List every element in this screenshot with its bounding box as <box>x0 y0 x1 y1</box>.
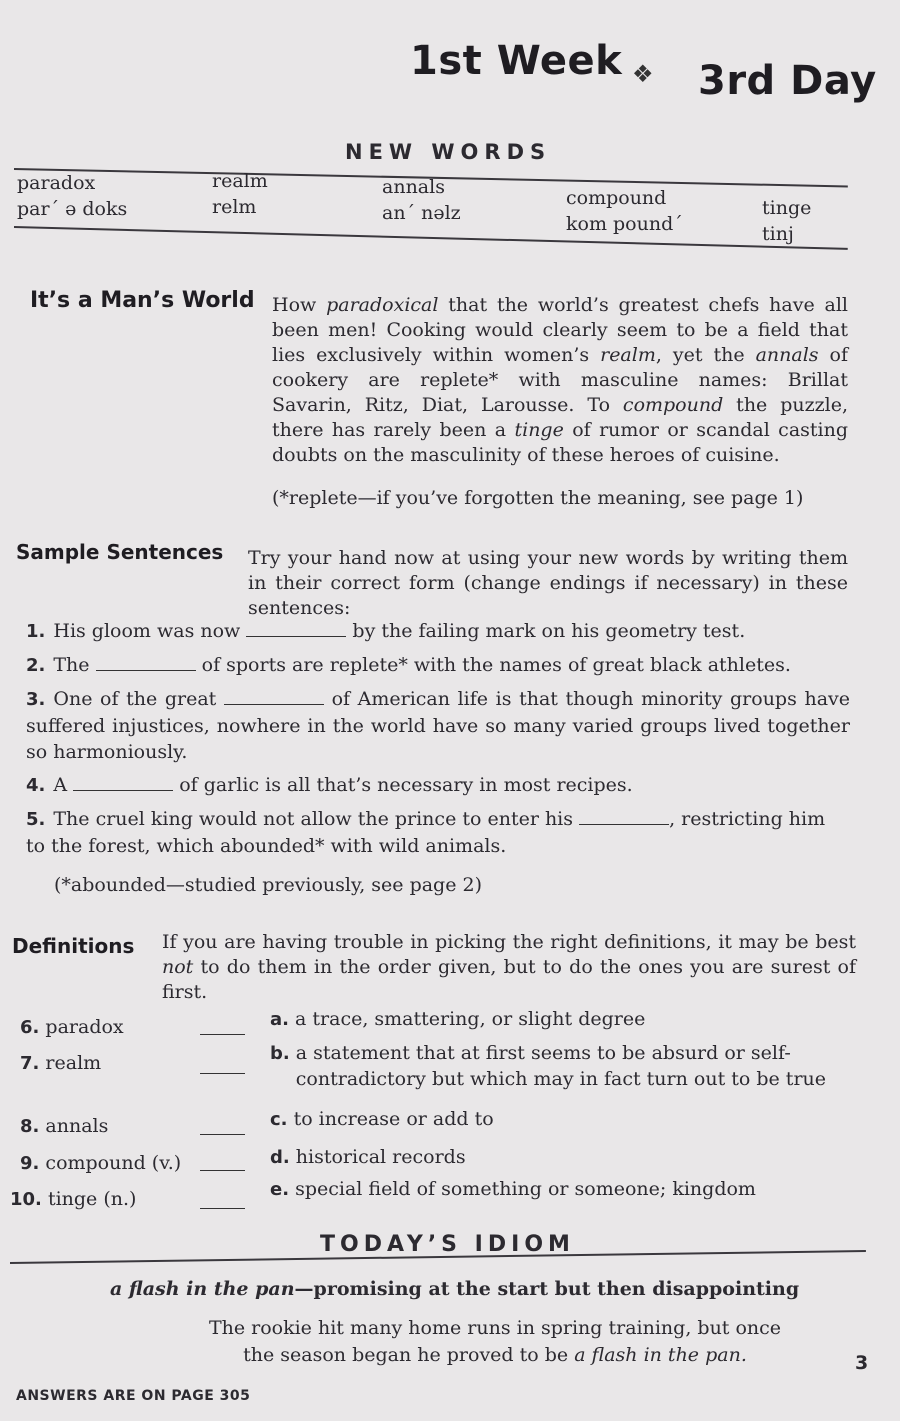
new-words-title: NEW WORDS <box>345 140 552 164</box>
term-10: 10. tinge (n.) <box>10 1188 137 1210</box>
answer-blank[interactable] <box>73 776 173 791</box>
new-word-annals: annals an´ nəlz <box>382 176 461 224</box>
definition-e: e. special field of something or someone; kingdom <box>270 1178 756 1200</box>
day-heading: 3rd Day <box>698 58 877 104</box>
sentence-1: 1. His gloom was now by the failing mark on his geometry test. <box>26 620 746 642</box>
diamond-separator-icon: ❖ <box>632 60 654 88</box>
story-footnote: (*replete—if you’ve forgotten the meaning, see page 1) <box>272 487 804 509</box>
definition-d: d. historical records <box>270 1146 466 1168</box>
definition-a: a. a trace, smattering, or slight degree <box>270 1008 646 1030</box>
sample-sentences-heading: Sample Sentences <box>16 540 224 564</box>
definition-c: c. to increase or add to <box>270 1108 494 1130</box>
term-8: 8. annals <box>20 1115 109 1137</box>
sentence-5: 5. The cruel king would not allow the prince to enter his , restricting him to the forest, which abounded* with wild animals. <box>26 808 826 857</box>
definitions-intro: If you are having trouble in picking the right definitions, it may be best not to do them in the order given, but to do the ones you are surest of first. <box>162 931 856 1003</box>
page-number: 3 <box>855 1352 869 1374</box>
story-paragraph: How paradoxical that the world’s greatest chefs have all been men! Cooking would clearly seem to be a field that lies exclusively within women’s realm, yet the annals of cookery are replete* with masculine names: Brillat Savarin, Ritz, Diat, Larousse. To compound the puzzle, there has rarely been a tinge of rumor or scandal casting doubts on the masculinity of these heroes of cuisine. <box>272 294 849 466</box>
definition-answer-blank[interactable] <box>200 1156 245 1171</box>
new-word-compound: compound kom pound´ <box>566 187 683 235</box>
answer-blank[interactable] <box>246 622 346 637</box>
answers-footer: ANSWERS ARE ON PAGE 305 <box>16 1388 251 1404</box>
story-heading: It’s a Man’s World <box>30 288 255 313</box>
answer-blank[interactable] <box>96 656 196 671</box>
definition-answer-blank[interactable] <box>200 1194 245 1209</box>
definition-b: b. a statement that at first seems to be absurd or self-contradictory but which may in fact turn out to be true <box>270 1042 827 1090</box>
new-word-paradox: paradox par´ ə doks <box>17 172 128 220</box>
idiom-sentence: The rookie hit many home runs in spring training, but once the season began he proved to be a flash in the pan. <box>208 1317 782 1366</box>
sentence-4: 4. A of garlic is all that’s necessary in most recipes. <box>26 774 633 796</box>
new-words-bottom-rule <box>14 226 848 250</box>
definition-answer-blank[interactable] <box>200 1120 245 1135</box>
answer-blank[interactable] <box>224 690 324 705</box>
new-word-realm: realm relm <box>212 170 268 218</box>
term-6: 6. paradox <box>20 1016 124 1038</box>
sentence-2: 2. The of sports are replete* with the names of great black athletes. <box>26 654 791 676</box>
term-7: 7. realm <box>20 1052 102 1074</box>
term-9: 9. compound (v.) <box>20 1152 182 1174</box>
definition-answer-blank[interactable] <box>200 1059 245 1074</box>
definitions-heading: Definitions <box>12 934 135 958</box>
sample-intro: Try your hand now at using your new words by writing them in their correct form (change endings if necessary) in these sentences: <box>248 547 848 619</box>
idiom-title: TODAY’S IDIOM <box>320 1232 575 1257</box>
sentence-3: 3. One of the great of American life is that though minority groups have suffered injustices, nowhere in the world have so many varied groups lived together so harmoniously. <box>26 688 850 763</box>
sample-footnote: (*abounded—studied previously, see page 2) <box>54 874 483 896</box>
definition-answer-blank[interactable] <box>200 1020 245 1035</box>
answer-blank[interactable] <box>579 810 669 825</box>
new-word-tinge: tinge tinj <box>762 197 812 245</box>
week-heading: 1st Week <box>410 38 623 84</box>
idiom-phrase: a flash in the pan—promising at the start but then disappointing <box>110 1278 800 1300</box>
